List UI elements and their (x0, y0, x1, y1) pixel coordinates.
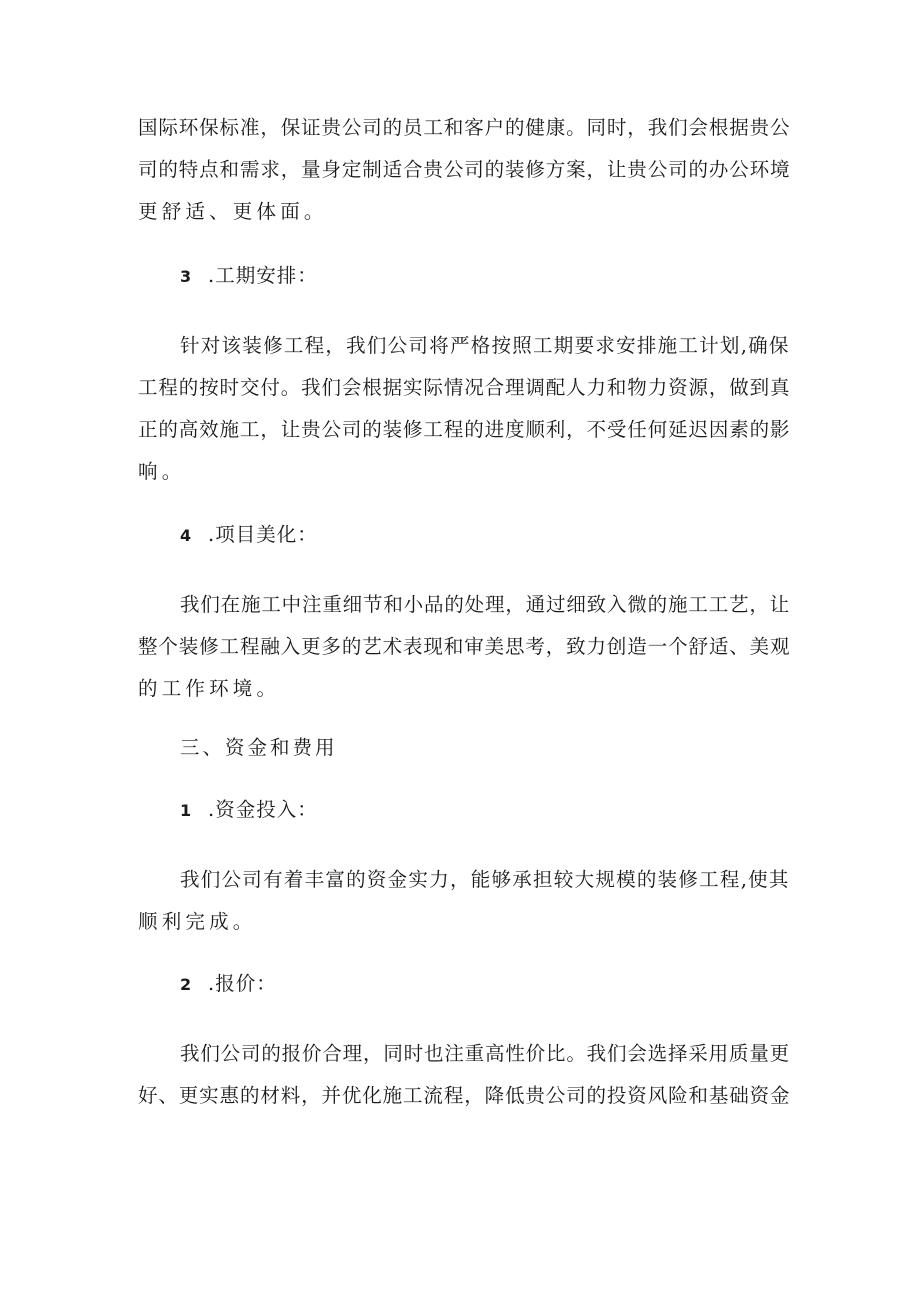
heading-title: .项目美化： (208, 523, 318, 546)
section-heading-investment (180, 798, 318, 823)
section-heading-quote (180, 972, 277, 997)
heading-number: 2 (180, 975, 193, 994)
paragraph-line: 我们公司的报价合理，同时也注重高性价比。我们会选择采用质量更 (180, 1042, 791, 1065)
paragraph-line: 针对该装修工程，我们公司将严格按照工期要求安排施工计划,确保 (180, 334, 790, 357)
heading-title: .报价： (208, 972, 277, 995)
paragraph-line: 国际环保标准，保证贵公司的员工和客户的健康。同时，我们会根据贵公 (138, 116, 791, 139)
paragraph-line: 司的特点和需求，量身定制适合贵公司的装修方案，让贵公司的办公环境 (138, 158, 791, 181)
section-heading-beautify (180, 523, 318, 548)
paragraph-line: 整个装修工程融入更多的艺术表现和审美思考，致力创造一个舒适、美观 (138, 635, 791, 658)
paragraph-line: 好、更实惠的材料，并优化施工流程，降低贵公司的投资风险和基础资金 (138, 1084, 791, 1107)
paragraph-line: 更舒适、更体面。 (138, 200, 328, 223)
paragraph-line: 我们在施工中注重细节和小品的处理，通过细致入微的施工工艺，让 (180, 593, 791, 616)
heading-title: .资金投入： (208, 798, 318, 821)
paragraph-line: 顺利完成。 (138, 910, 257, 933)
heading-number: 1 (180, 801, 193, 820)
paragraph-line: 的工作环境。 (138, 677, 281, 700)
section-heading-schedule (180, 264, 318, 289)
heading-number: 4 (180, 526, 193, 545)
paragraph-line: 响。 (138, 460, 186, 483)
heading-title: .工期安排： (208, 264, 318, 287)
paragraph-line: 正的高效施工，让贵公司的装修工程的进度顺利，不受任何延迟因素的影 (138, 418, 791, 441)
paragraph-line: 工程的按时交付。我们会根据实际情况合理调配人力和物力资源，做到真 (138, 376, 791, 399)
heading-number: 3 (180, 267, 193, 286)
paragraph-line: 我们公司有着丰富的资金实力，能够承担较大规模的装修工程,使其 (180, 868, 790, 891)
section-heading-funding: 三、资金和费用 (180, 736, 338, 759)
